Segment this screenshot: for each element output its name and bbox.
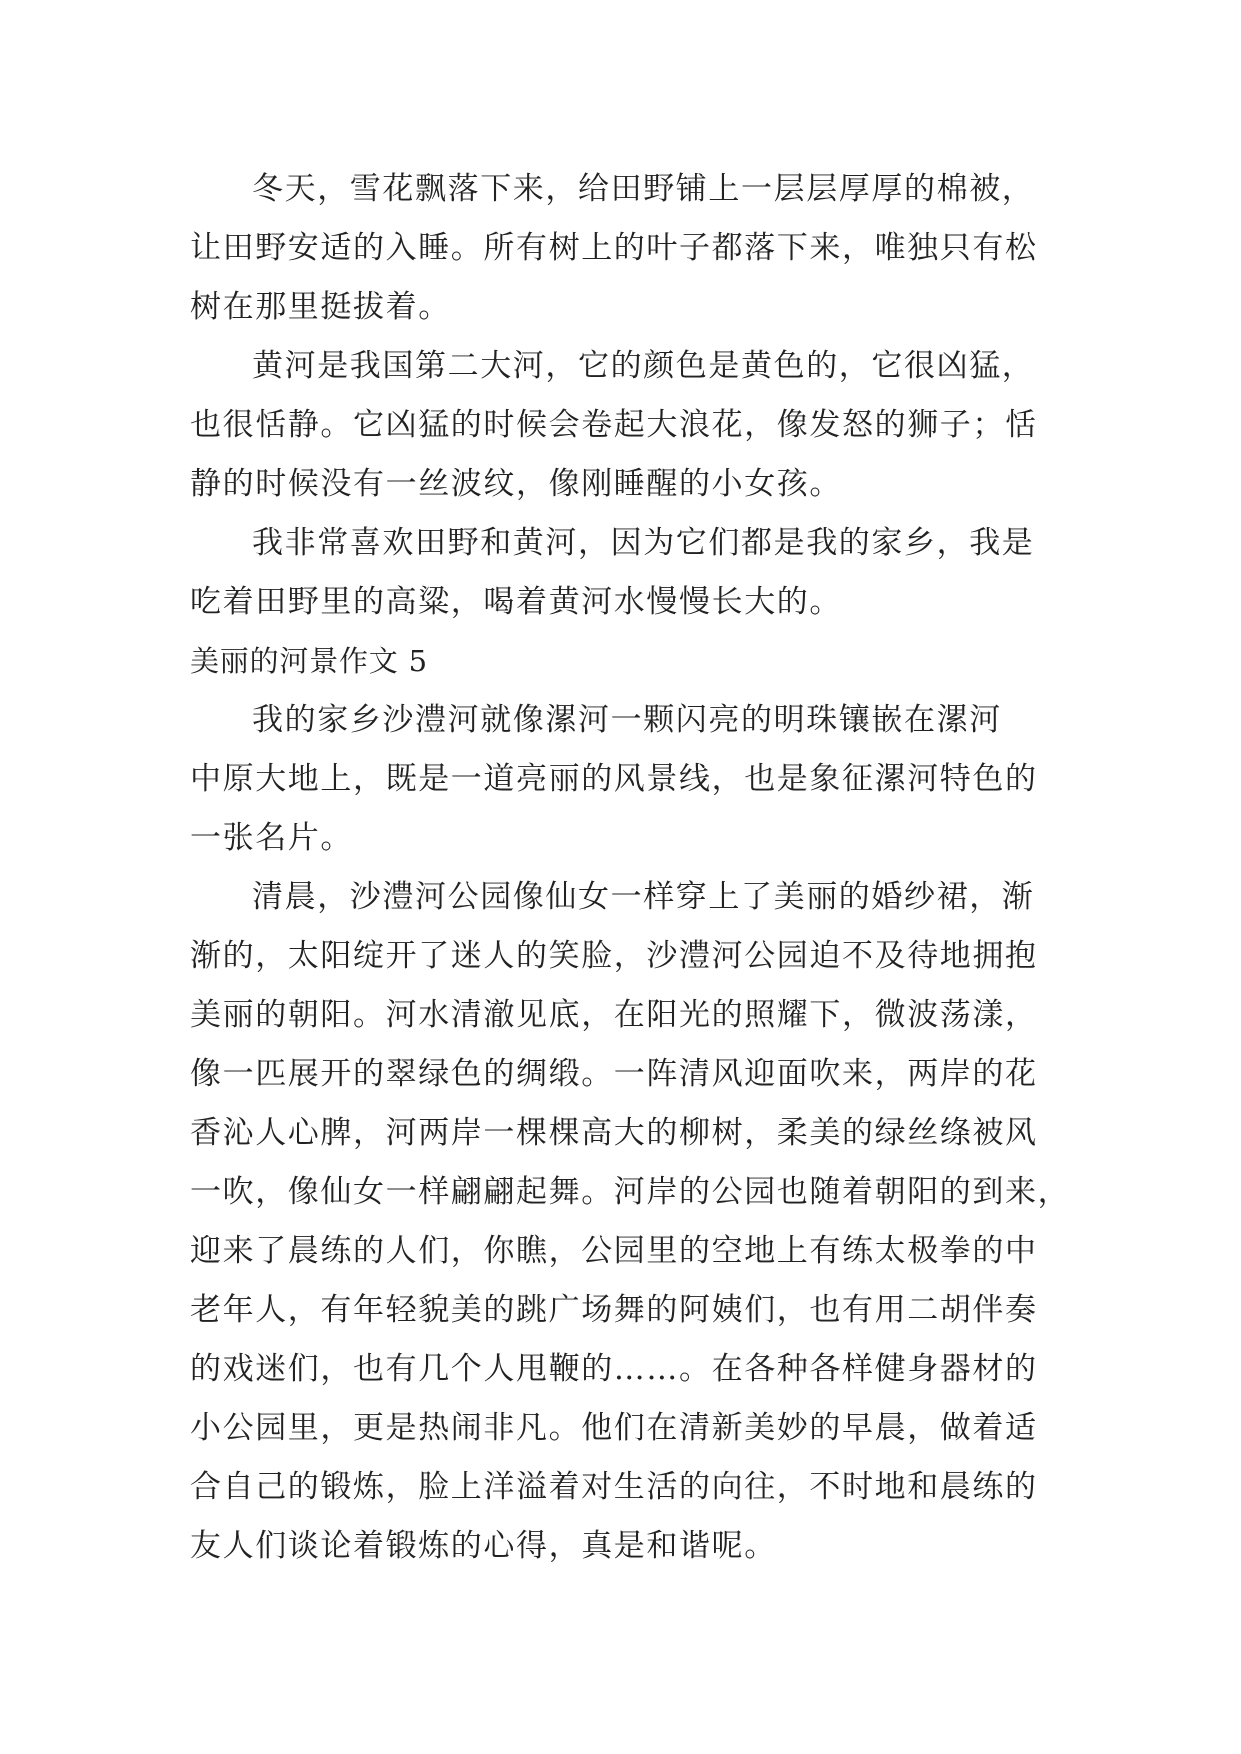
paragraph-shali-river [190, 691, 1070, 868]
text-line: 我非常喜欢田野和黄河，因为它们都是我的家乡，我是 [252, 525, 1035, 561]
paragraph-yellow-river [190, 337, 1070, 514]
text-line: 一吹，像仙女一样翩翩起舞。河岸的公园也随着朝阳的到来， [190, 1174, 1071, 1210]
text-line: 中原大地上，既是一道亮丽的风景线，也是象征漯河特色的 [190, 761, 1038, 797]
paragraph-morning-park [190, 868, 1070, 1576]
text-line: 静的时候没有一丝波纹，像刚睡醒的小女孩。 [190, 466, 842, 502]
text-line: 吃着田野里的高粱，喝着黄河水慢慢长大的。 [190, 584, 842, 620]
text-line: 迎来了晨练的人们，你瞧，公园里的空地上有练太极拳的中 [190, 1233, 1038, 1269]
text-line: 小公园里，更是热闹非凡。他们在清新美妙的早晨，做着适 [190, 1410, 1038, 1446]
text-line: 合自己的锻炼，脸上洋溢着对生活的向往，不时地和晨练的 [190, 1469, 1038, 1505]
text-line: 渐的，太阳绽开了迷人的笑脸，沙澧河公园迫不及待地拥抱 [190, 938, 1038, 974]
text-line: 我的家乡沙澧河就像漯河一颗闪亮的明珠镶嵌在漯河 [252, 702, 1002, 738]
text-line: 像一匹展开的翠绿色的绸缎。一阵清风迎面吹来，两岸的花 [190, 1056, 1038, 1092]
text-line: 黄河是我国第二大河，它的颜色是黄色的，它很凶猛， [252, 348, 1035, 384]
text-line: 冬天，雪花飘落下来，给田野铺上一层层厚厚的棉被， [252, 171, 1035, 207]
text-line: 树在那里挺拔着。 [190, 289, 451, 325]
text-line: 让田野安适的入睡。所有树上的叶子都落下来，唯独只有松 [190, 230, 1038, 266]
text-line: 友人们谈论着锻炼的心得，真是和谐呢。 [190, 1528, 777, 1564]
text-line: 美丽的朝阳。河水清澈见底，在阳光的照耀下，微波荡漾， [190, 997, 1038, 1033]
text-line: 也很恬静。它凶猛的时候会卷起大浪花，像发怒的狮子；恬 [190, 407, 1038, 443]
text-line: 老年人，有年轻貌美的跳广场舞的阿姨们，也有用二胡伴奏 [190, 1292, 1038, 1328]
paragraph-winter [190, 160, 1070, 337]
text-line: 一张名片。 [190, 820, 353, 856]
text-line: 的戏迷们，也有几个人甩鞭的……。在各种各样健身器材的 [190, 1351, 1038, 1387]
text-line: 清晨，沙澧河公园像仙女一样穿上了美丽的婚纱裙，渐 [252, 879, 1035, 915]
text-line: 香沁人心脾，河两岸一棵棵高大的柳树，柔美的绿丝绦被风 [190, 1115, 1038, 1151]
paragraph-hometown [190, 514, 1070, 632]
document-body [190, 160, 1070, 1576]
section-heading: 美丽的河景作文 5 [190, 644, 428, 678]
